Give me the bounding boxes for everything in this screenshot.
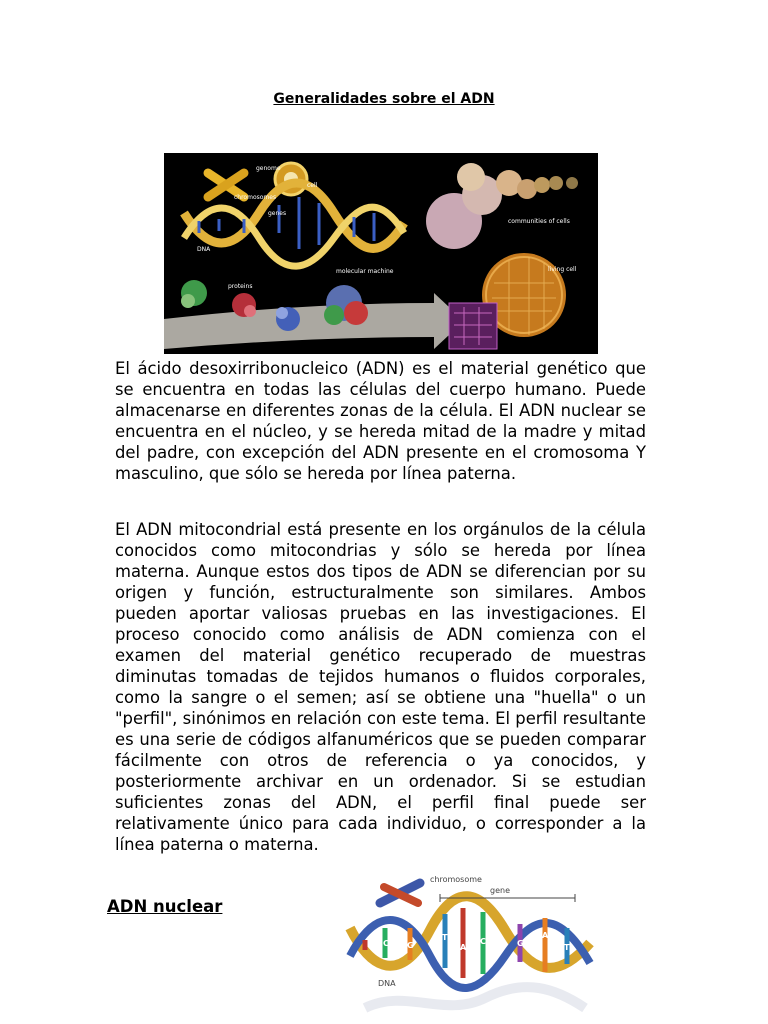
base-letter: T [564, 943, 570, 952]
label-proteins: proteins [228, 283, 253, 290]
label-chromosome: chromosome [430, 875, 482, 884]
dna-helix-illustration [345, 868, 597, 1020]
label-cell: cell [307, 182, 318, 189]
label-genome: genome [256, 165, 281, 172]
section-heading: ADN nuclear [107, 897, 223, 916]
base-letter: C [480, 937, 486, 946]
label-chromosomes: chromosomes [234, 194, 277, 201]
base-letter: G [407, 941, 414, 950]
label-molecular-machine: molecular machine [336, 268, 394, 275]
document-title: Generalidades sobre el ADN [273, 91, 495, 107]
label-gene: gene [490, 886, 510, 895]
label-dna: DNA [378, 979, 396, 988]
paragraph-intro: El ácido desoxirribonucleico (ADN) es el material genético que se encuentra en todas las células del cuerpo humano. Puede almacenarse en diferentes zonas de la célula. El ADN nuclear se encuentra en el núcleo, y se hereda mitad de la madre y mitad del padre, con excepción del ADN presente en el cromosoma Y masculino, que sólo se hereda por línea paterna. [115, 359, 646, 483]
base-letter: C [383, 939, 389, 948]
label-genes: genes [268, 210, 287, 217]
base-letter: A [542, 931, 549, 940]
chromosome-icon [380, 883, 420, 903]
base-letter: G [517, 939, 524, 948]
paragraph-mitochondrial: El ADN mitocondrial está presente en los orgánulos de la célula conocidos como mitocondrias y sólo se hereda por línea materna. Aunque estos dos tipos de ADN se diferencian por su origen y función, estructuralmente son similares. Ambos pueden aportar valiosas pruebas en las investigaciones. El proceso conocido como análisis de ADN comienza con el examen del material genético recuperado de muestras diminutas tomadas de tejidos humanos o fluidos corporales, como la sangre o el semen; así se obtiene una "huella" o un "perfil", sinónimos en relación con este tema. El perfil resultante es una serie de códigos alfanuméricos que se pueden comparar fácilmente con otros de referencia o ya conocidos, y posteriormente archivar en un ordenador. Si se estudian suficientes zonas del ADN, el perfil final puede ser relativamente único para cada individuo, o corresponder a la línea paterna o materna. [115, 520, 646, 854]
label-dna: DNA [197, 246, 211, 253]
dna-overview-figure [164, 153, 598, 354]
base-letter: T [442, 933, 448, 942]
dna-chromosome-gene-figure [345, 868, 597, 1020]
base-letter: A [460, 943, 467, 952]
label-communities: communities of cells [508, 218, 570, 225]
dna-overview-illustration [164, 153, 598, 354]
label-living-cell: living cell [548, 266, 577, 273]
cells-shapes [426, 163, 578, 249]
